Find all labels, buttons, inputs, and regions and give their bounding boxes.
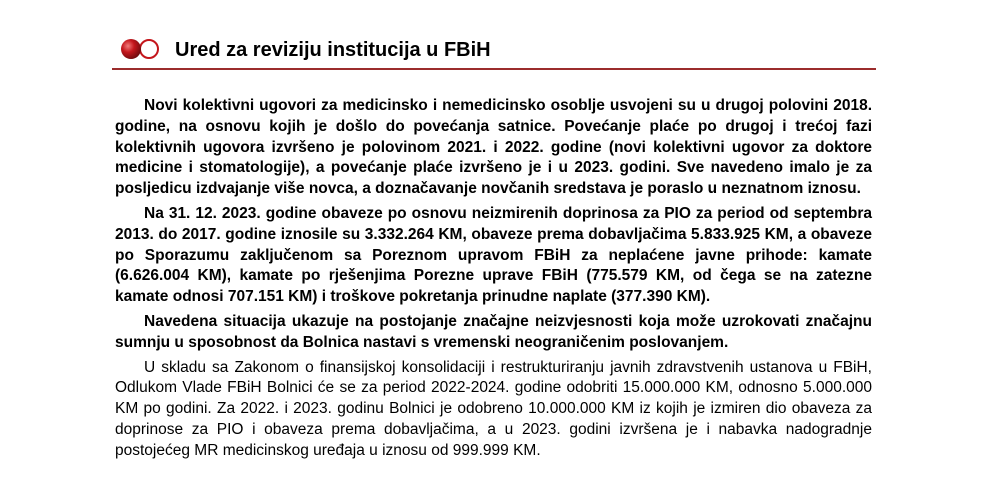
page-title: Ured za reviziju institucija u FBiH bbox=[175, 39, 491, 61]
paragraph-obligations: Na 31. 12. 2023. godine obaveze po osnovu neizmirenih doprinosa za PIO za period od septembra 2013. do 2017. godine iznosile su 3.332.264 KM, obaveze prema dobavljačima 5.833.925 KM, a obaveze po Sporazumu zaključenom sa Poreznom upravom FBiH za neplaćene javne prihode: kamate (6.626.004 KM), kamate po rješenjima Porezne uprave FBiH (775.579 KM, od čega se na zatezne kamate odnosi 707.151 KM) i troškove pokretanja prinudne naplate (377.390 KM). bbox=[115, 204, 872, 306]
paragraph-consolidation-law: U skladu sa Zakonom o finansijskoj konsolidaciji i restrukturiranju javnih zdravstvenih ustanova u FBiH, Odlukom Vlade FBiH Bolnici će se za period 2022-2024. godine odobriti 15.000.000 KM, odnosno 5.000.000 KM po godini. Za 2022. i 2023. godinu Bolnici je odobreno 10.000.000 KM iz kojih je izmiren dio obaveza za doprinose za PIO i obaveza prema dobavljačima, a u 2023. godini izvršena je i nabavka nadogradnje postojećeg MR medicinskog uređaja u iznosu od 999.999 KM. bbox=[115, 358, 872, 459]
paragraph-uncertainty: Navedena situacija ukazuje na postojanje značajne neizvjesnosti koja može uzrokovati značajnu sumnju u sposobnost da Bolnica nastavi s vremenski neograničenim poslovanjem. bbox=[115, 312, 872, 351]
header-divider bbox=[112, 68, 876, 70]
institution-logo-icon bbox=[120, 38, 162, 60]
page-header bbox=[112, 33, 874, 65]
report-body bbox=[115, 96, 872, 466]
paragraph-salary-increase: Novi kolektivni ugovori za medicinsko i nemedicinsko osoblje usvojeni su u drugoj polovini 2018. godine, na osnovu kojih je došlo do povećanja satnice. Povećanje plaće po drugoj i trećoj fazi kolektivnih ugovora izvršeno je polovinom 2021. i 2022. godine (novi kolektivni ugovor za doktore medicine i stomatologije), a povećanje plaće izvršeno je i u 2023. godini. Sve navedeno imalo je za posljedicu izdvajanje više novca, a doznačavanje novčanih sredstava je poraslo u neznatnom iznosu. bbox=[115, 97, 872, 198]
